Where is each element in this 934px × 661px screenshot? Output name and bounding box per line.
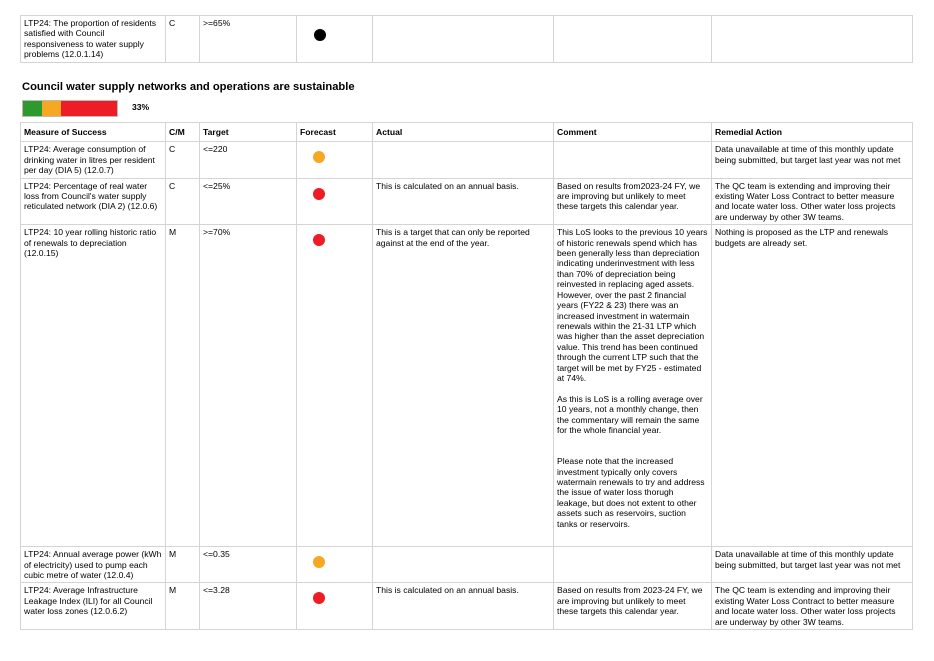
- remedial-cell: The QC team is extending and improving their existing Water Loss Contract to better measure and locate water loss. Other water loss projects are underway by other 3W teams.: [712, 583, 913, 630]
- forecast-cell: [297, 142, 373, 178]
- table-row: [21, 178, 913, 225]
- forecast-cell: [297, 225, 373, 547]
- target-cell: >=65%: [200, 16, 297, 63]
- progress-segment-amber: [42, 101, 61, 116]
- measure-cell: LTP24: Average consumption of drinking water in litres per resident per day (DIA 5) (12.0.7): [21, 142, 166, 178]
- forecast-cell: [297, 547, 373, 583]
- forecast-status-dot: [313, 188, 325, 200]
- header-target: Target: [200, 123, 297, 142]
- progress-segment-green: [23, 101, 42, 116]
- actual-cell: This is calculated on an annual basis.: [373, 583, 554, 630]
- table-row: [21, 583, 913, 630]
- target-cell: <=220: [200, 142, 297, 178]
- actual-cell: This is calculated on an annual basis.: [373, 178, 554, 225]
- cm-cell: M: [166, 225, 200, 547]
- header-cm: C/M: [166, 123, 200, 142]
- table-header-row: [21, 123, 913, 142]
- comment-cell: Based on results from 2023-24 FY, we are improving but unlikely to meet these targets this calendar year.: [554, 583, 712, 630]
- remedial-cell: Data unavailable at time of this monthly update being submitted, but target last year was not met: [712, 547, 913, 583]
- actual-cell: [373, 142, 554, 178]
- target-cell: >=70%: [200, 225, 297, 547]
- target-cell: <=3.28: [200, 583, 297, 630]
- cm-cell: M: [166, 583, 200, 630]
- forecast-status-dot: [313, 151, 325, 163]
- section-title: Council water supply networks and operations are sustainable: [22, 81, 355, 93]
- comment-cell: [554, 547, 712, 583]
- table-row: [21, 142, 913, 178]
- progress-segment-red: [61, 101, 117, 116]
- remedial-cell: [712, 16, 913, 63]
- actual-cell: [373, 16, 554, 63]
- comment-cell: Based on results from2023-24 FY, we are improving but unlikely to meet these targets this calendar year.: [554, 178, 712, 225]
- comment-cell: This LoS looks to the previous 10 years of historic renewals spend which has been generally less than depreciation indicating underinvestment with less than 70% of depreciation being reinvested in replacing aged assets. However, over the past 2 financial years (FY22 & 23) there was an increased investment in watermain renewals within the 21-31 LTP which was higher than the asset depreciation value. This trend has been continued through the current LTP such that the target will be met by FY25 - estimated at 74%. As this is LoS is a rolling average over 10 years, not a monthly change, then the commentary will remain the same for the whole financial year. Please note that the increased investment typically only covers watermain renewals to try and address the issue of water loss thorugh leakage, but does not extent to other assets such as reservoirs, suction tanks or reservoirs.: [554, 225, 712, 547]
- measures-table: [20, 122, 913, 630]
- forecast-cell: [297, 16, 373, 63]
- target-cell: <=0.35: [200, 547, 297, 583]
- table-row: [21, 225, 913, 547]
- actual-cell: [373, 547, 554, 583]
- cm-cell: C: [166, 178, 200, 225]
- forecast-status-dot: [313, 234, 325, 246]
- header-actual: Actual: [373, 123, 554, 142]
- measure-cell: LTP24: Percentage of real water loss from Council's water supply reticulated network (DIA 2) (12.0.6): [21, 178, 166, 225]
- table-row: [21, 16, 913, 63]
- measure-cell: LTP24: The proportion of residents satisfied with Council responsiveness to water supply problems (12.0.1.14): [21, 16, 166, 63]
- measure-cell: LTP24: 10 year rolling historic ratio of renewals to depreciation (12.0.15): [21, 225, 166, 547]
- header-comment: Comment: [554, 123, 712, 142]
- forecast-status-dot: [313, 592, 325, 604]
- forecast-status-dot: [314, 29, 326, 41]
- header-measure: Measure of Success: [21, 123, 166, 142]
- forecast-status-dot: [313, 556, 325, 568]
- actual-cell: This is a target that can only be reported against at the end of the year.: [373, 225, 554, 547]
- status-progress-bar: [22, 100, 118, 117]
- progress-percent: 33%: [132, 102, 150, 112]
- forecast-cell: [297, 178, 373, 225]
- forecast-cell: [297, 583, 373, 630]
- remedial-cell: The QC team is extending and improving their existing Water Loss Contract to better measure and locate water loss. Other water loss projects are underway by other 3W teams.: [712, 178, 913, 225]
- header-remedial: Remedial Action: [712, 123, 913, 142]
- comment-cell: [554, 16, 712, 63]
- remedial-cell: Nothing is proposed as the LTP and renewals budgets are already set.: [712, 225, 913, 547]
- measure-cell: LTP24: Average Infrastructure Leakage Index (ILI) for all Council water loss zones (12.0.6.2): [21, 583, 166, 630]
- comment-cell: [554, 142, 712, 178]
- cm-cell: C: [166, 142, 200, 178]
- previous-measures-table: [20, 15, 913, 63]
- remedial-cell: Data unavailable at time of this monthly update being submitted, but target last year was not met: [712, 142, 913, 178]
- target-cell: <=25%: [200, 178, 297, 225]
- measure-cell: LTP24: Annual average power (kWh of electricity) used to pump each cubic metre of water (12.0.4): [21, 547, 166, 583]
- header-forecast: Forecast: [297, 123, 373, 142]
- table-row: [21, 547, 913, 583]
- cm-cell: M: [166, 547, 200, 583]
- cm-cell: C: [166, 16, 200, 63]
